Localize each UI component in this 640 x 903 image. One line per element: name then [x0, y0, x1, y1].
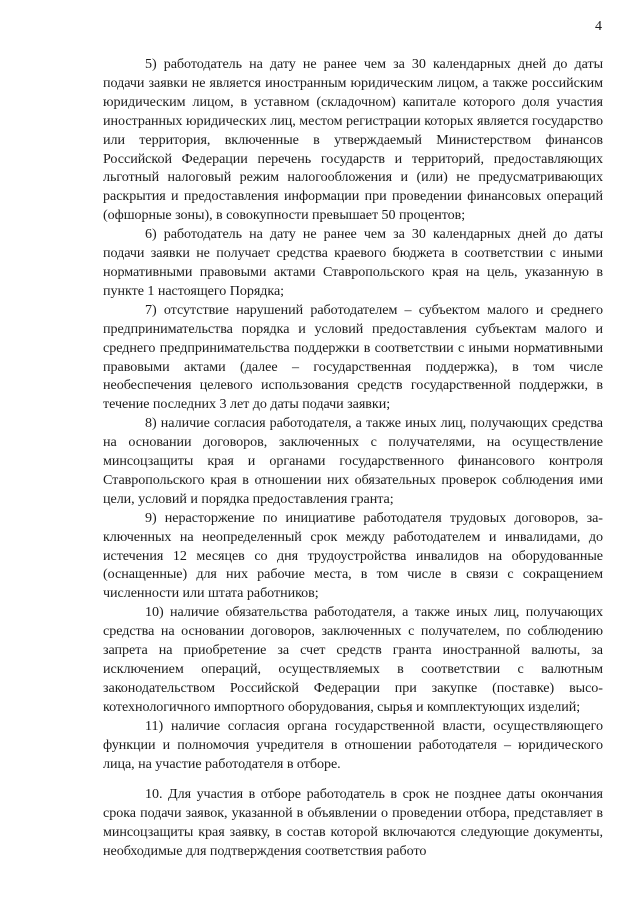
- paragraph-item-11: 11) наличие согласия органа государственной власти, осуществляющего функции и полномочия учредителя в отношении работодателя – юридического лица, на участие работодателя в отборе.: [103, 717, 603, 772]
- paragraph-item-7: 7) отсутствие нарушений работодателем – субъектом малого и среднего предпринимательства порядка и условий предоставления субъектам малого и среднего предпринимательства поддержки в соответствии с иными нормативными правовыми актами (далее – государственная поддержка), в том числе необеспечения целевого использования средств государственной поддержки, в течение последних 3 лет до даты подачи заявки;: [103, 301, 603, 413]
- document-body: [103, 55, 603, 861]
- paragraph-section-10: 10. Для участия в отборе работодатель в срок не позднее даты окончания срока подачи заявок, указанной в объявлении о проведении отбора, представляет в минсоцзащиты края заявку, в состав которой включаются следующие документы, необходимые для подтверждения соответствия работо: [103, 786, 603, 860]
- paragraph-item-5: 5) работодатель на дату не ранее чем за 30 календарных дней до даты подачи заявки не является иностранным юридическим лицом, а также российским юридическим лицом, в уставном (складочном) капитале которого доля участия иностранных юридических лиц, местом регистрации которых является государство или территория, включенные в утверждаемый Министерством финансов Российской Федерации перечень государств и территорий, предоставляющих льготный налоговый режим налогообложения и (или) не предусматривающих раскрытия и предоставления информации при проведении финансовых операций (офшорные зоны), в совокупности превышает 50 процентов;: [103, 56, 603, 224]
- page-number: 4: [595, 19, 602, 34]
- paragraph-item-8: 8) наличие согласия работодателя, а также иных лиц, получающих средства на основании договоров, заключенных с получателями, на осуществление минсоцзащиты края и органами государственного финансового контроля Ставропольского края в отношении них обязательных проверок соблюдения ими цели, условий и порядка предоставления гранта;: [103, 415, 603, 507]
- paragraph-item-10: 10) наличие обязательства работодателя, а также иных лиц, получающих средства на основании договоров, заключенных с получателем, по соблюдению запрета на приобретение за счет средств гранта иностранной валюты, за исключением операций, осуществляемых в соответствии с валютным законодательством Российской Федерации при закупке (поставке) высокотехнологичного импортного оборудования, сырья и комплектующих изделий;: [103, 604, 603, 715]
- paragraph-item-9: 9) нерасторжение по инициативе работодателя трудовых договоров, заключенных на неопределенный срок между работодателем и инвалидами, до истечения 12 месяцев со дня трудоустройства инвалидов на оборудованные (оснащенные) для них рабочие места, в том числе в связи с сокращением численности или штата работников;: [103, 509, 603, 602]
- paragraph-item-6: 6) работодатель на дату не ранее чем за 30 календарных дней до даты подачи заявки не получает средства краевого бюджета в соответствии с иными нормативными правовыми актами Ставропольского края на цель, указанную в пункте 1 настоящего Порядка;: [103, 226, 603, 299]
